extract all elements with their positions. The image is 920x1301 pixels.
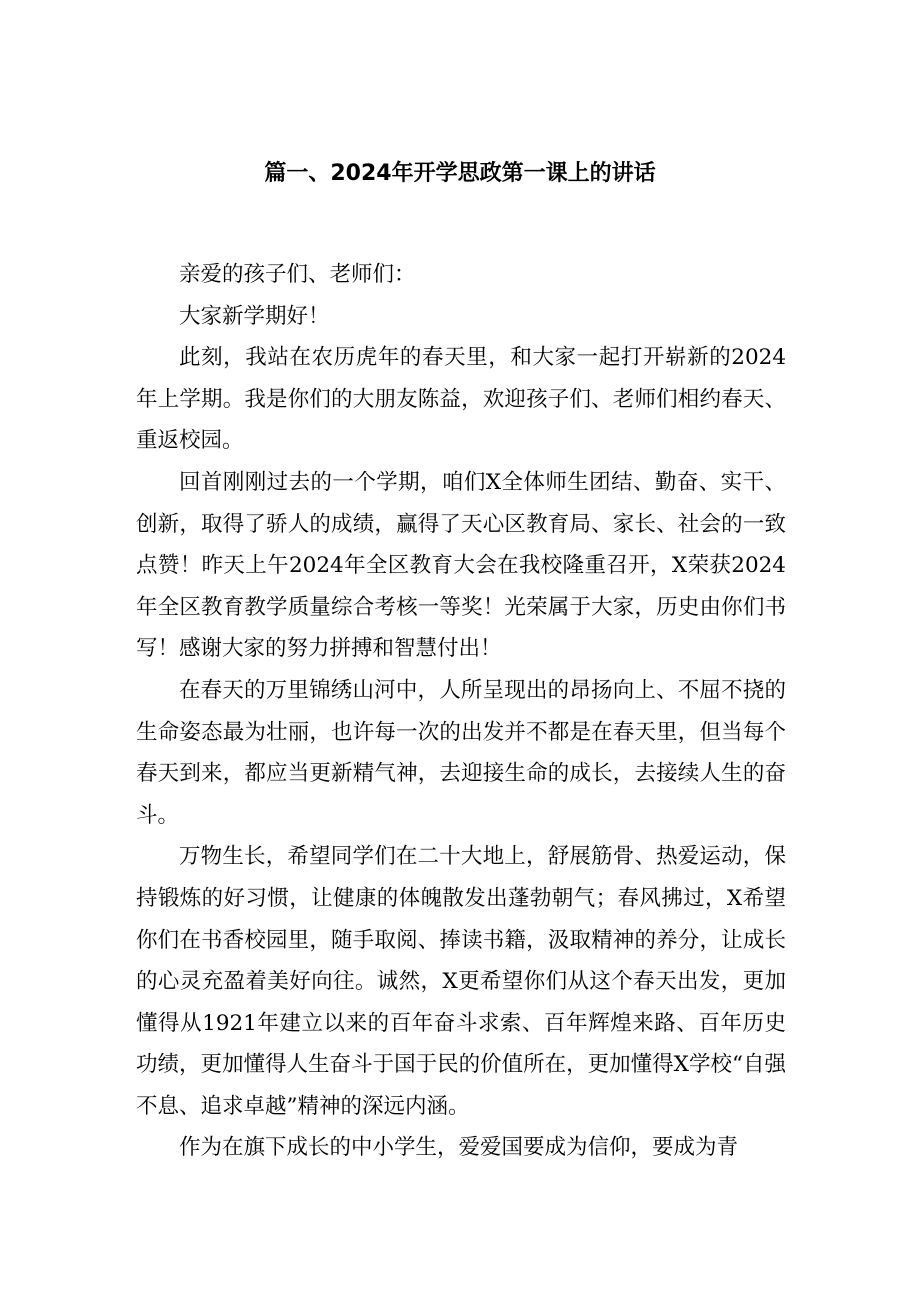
document-title: 篇一、2024年开学思政第一课上的讲话 bbox=[264, 161, 656, 186]
paragraph-greeting: 亲爱的孩子们、老师们： bbox=[179, 262, 416, 287]
paragraph-opening: 此刻，我站在农历虎年的春天里，和大家一起打开崭新的2024年上学期。我是你们的大朋友陈益，欢迎孩子们、老师们相约春天、重返校园。 bbox=[136, 345, 786, 454]
document-body bbox=[136, 254, 786, 1169]
paragraph-new-term-wish: 大家新学期好！ bbox=[179, 303, 330, 329]
paragraph-spring: 在春天的万里锦绣山河中，人所呈现出的昂扬向上、不屈不挠的生命姿态最为壮丽，也许每一次的出发并不都是在春天里，但当每个春天到来，都应当更新精气神，去迎接生命的成长，去接续人生的奋斗。 bbox=[136, 677, 786, 828]
paragraph-hopes: 万物生长，希望同学们在二十大地上，舒展筋骨、热爱运动，保持锻炼的好习惯，让健康的体魄散发出蓬勃朝气；春风拂过，X希望你们在书香校园里，随手取阅、捧读书籍，汲取精神的养分，让成长的心灵充盈着美好向往。诚然，X更希望你们从这个春天出发，更加懂得从1921年建立以来的百年奋斗求索、百年辉煌来路、百年历史功绩，更加懂得人生奋斗于国于民的价值所在，更加懂得X学校“自强不息、追求卓越”精神的深远内涵。 bbox=[136, 844, 786, 1119]
paragraph-patriotism: 作为在旗下成长的中小学生，爱爱国要成为信仰，要成为青 bbox=[179, 1135, 739, 1161]
paragraph-review: 回首刚刚过去的一个学期，咱们X全体师生团结、勤奋、实干、创新，取得了骄人的成绩，赢得了天心区教育局、家长、社会的一致点赞！昨天上午2024年全区教育大会在我校隆重召开，X荣获2024年全区教育教学质量综合考核一等奖！光荣属于大家，历史由你们书写！感谢大家的努力拼搏和智慧付出！ bbox=[136, 469, 786, 662]
